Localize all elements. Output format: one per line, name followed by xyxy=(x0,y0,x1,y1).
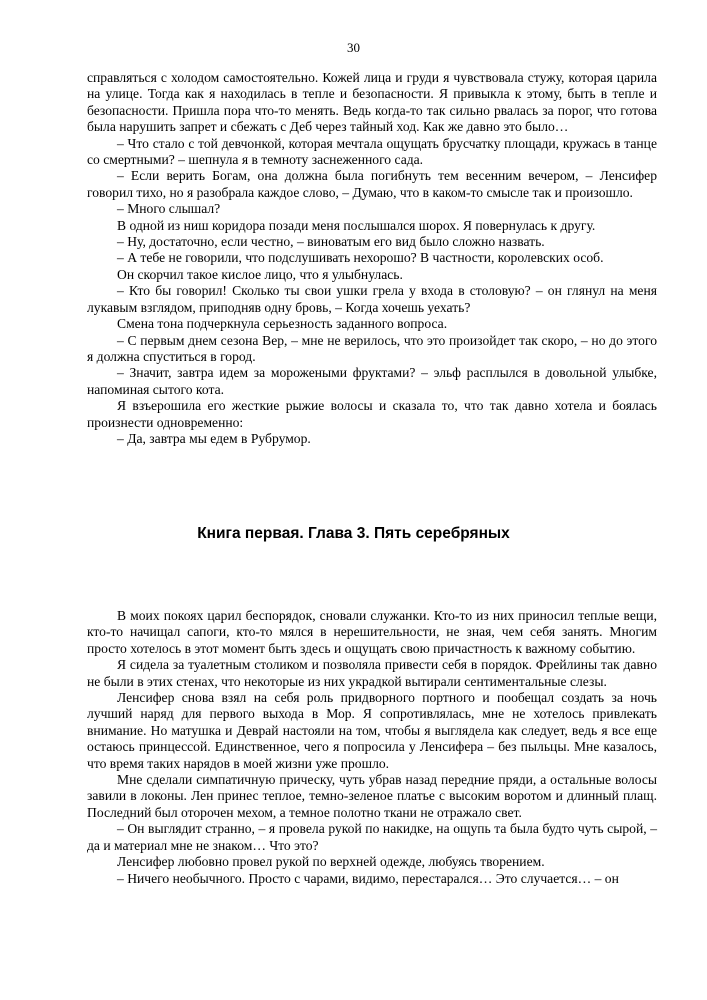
paragraph: – Да, завтра мы едем в Рубрумор. xyxy=(117,430,311,446)
paragraph: – Он выглядит странно, – я провела рукой по накидке, на ощупь та была будто чуть сырой, – да и материал мне не знаком… Что это? xyxy=(87,821,657,853)
text-block-bottom xyxy=(87,608,657,887)
paragraph: справляться с холодом самостоятельно. Кожей лица и груди я чувствовала стужу, которая царила на улице. Тогда как я находилась в тепле и безопасности. Я привыкла к этому, быть в тепле и безопасности. Пришла пора что-то менять. Ведь когда-то так сильно рвалась за порог, что готова была нарушить запрет и сбежать с Деб через тайный ход. Как же давно это было… xyxy=(87,70,657,135)
paragraph: – Значит, завтра идем за морожеными фруктами? – эльф расплылся в довольной улыбке, напоминая сытого кота. xyxy=(87,365,657,397)
text-block-top xyxy=(87,70,657,447)
paragraph: Ленсифер снова взял на себя роль придворного портного и пообещал создать за ночь лучший наряд для первого выхода в Мор. Я сопротивлялась, мне не хотелось привлекать внимание. Но матушка и Деврай настояли на том, чтобы я выглядела как следует, ведь я все еще остаюсь принцессой. Единственное, чего я попросила у Ленсифера – без пыльцы. Мне казалось, что время таких нарядов в моей жизни уже прошло. xyxy=(87,690,657,771)
paragraph: – Ну, достаточно, если честно, – виноватым его вид было сложно назвать. xyxy=(117,234,545,250)
paragraph: Ленсифер любовно провел рукой по верхней одежде, любуясь творением. xyxy=(117,854,545,870)
paragraph: – Что стало с той девчонкой, которая мечтала ощущать брусчатку площади, кружась в танце со смертными? – шепнула я в темноту заснеженного сада. xyxy=(87,135,657,168)
paragraph: Я сидела за туалетным столиком и позволяла привести себя в порядок. Фрейлины так давно не были в этих стенах, что некоторые из них украдкой вытирали сентиментальные слезы. xyxy=(87,657,657,689)
paragraph: В моих покоях царил беспорядок, сновали служанки. Кто-то из них приносил теплые вещи, кто-то начищал сапоги, кто-то мялся в нерешительности, не зная, чем себя занять. Многим просто хотелось в этот момент быть здесь и ощущать свою причастность к важному событию. xyxy=(87,608,657,656)
paragraph: – Если верить Богам, она должна была погибнуть тем весенним вечером, – Ленсифер говорил тихо, но я разобрала каждое слово, – Думаю, что в каком-то смысле так и произошло. xyxy=(87,168,657,200)
paragraph: Мне сделали симпатичную прическу, чуть убрав назад передние пряди, а остальные волосы завили в локоны. Лен принес теплое, темно-зеленое платье с высоким воротом и длинный плащ. Последний был оторочен мехом, а темное полотно ткани не отражало свет. xyxy=(87,772,657,820)
paragraph: – Много слышал? xyxy=(117,201,221,217)
chapter-title: Книга первая. Глава 3. Пять серебряных xyxy=(197,525,510,542)
paragraph: В одной из ниш коридора позади меня послышался шорох. Я повернулась к другу. xyxy=(117,217,596,233)
paragraph: Он скорчил такое кислое лицо, что я улыбнулась. xyxy=(117,266,403,282)
paragraph: Я взъерошила его жесткие рыжие волосы и сказала то, что так давно хотела и боялась произнести одновременно: xyxy=(87,398,657,430)
paragraph: – С первым днем сезона Вер, – мне не верилось, что это произойдет так скоро, – но до этого я должна спуститься в город. xyxy=(87,332,657,364)
paragraph: – Кто бы говорил! Сколько ты свои ушки грела у входа в столовую? – он глянул на меня лукавым взглядом, приподняв одну бровь, – Когда хочешь уехать? xyxy=(87,283,657,315)
page-number: 30 xyxy=(347,40,360,55)
paragraph: – А тебе не говорили, что подслушивать нехорошо? В частности, королевских особ. xyxy=(117,250,604,266)
paragraph: Смена тона подчеркнула серьезность заданного вопроса. xyxy=(117,316,448,332)
paragraph: – Ничего необычного. Просто с чарами, видимо, перестарался… Это случается… – он xyxy=(117,870,619,886)
